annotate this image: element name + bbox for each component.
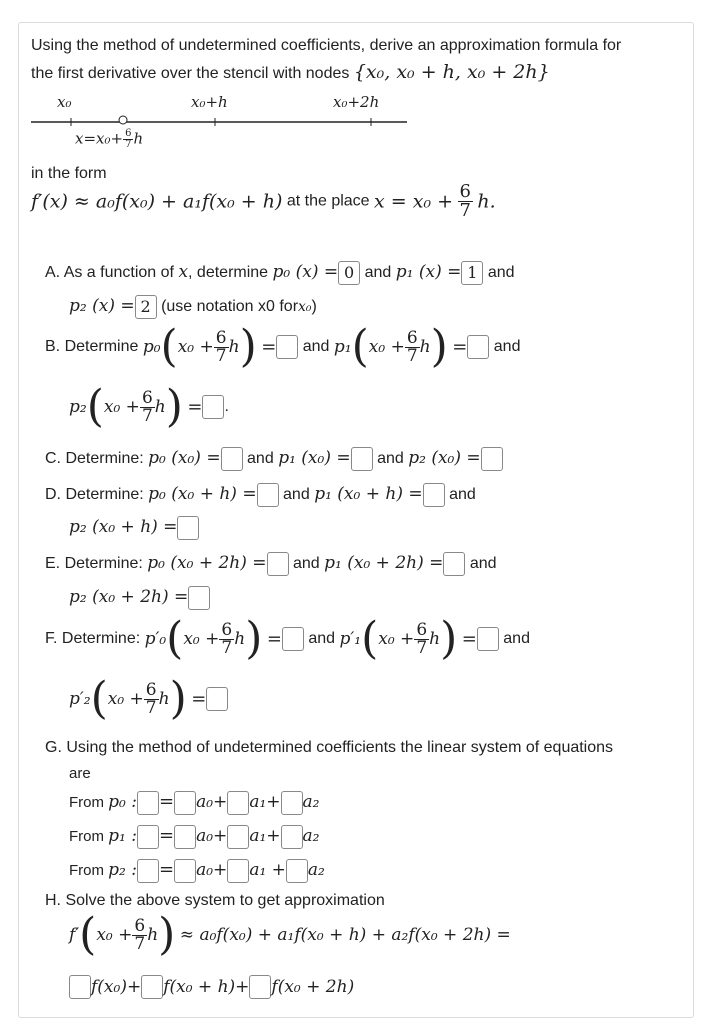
- e-p2-answer-input[interactable]: [188, 586, 210, 610]
- e-p0: p₀ (x₀ + 2h) =: [147, 553, 267, 574]
- x0-plus: x₀ +: [183, 629, 220, 649]
- paren: ): [239, 321, 257, 372]
- intro-line-1: Using the method of undetermined coefficients, derive an approximation formula for: [31, 37, 622, 54]
- a0-term: a₀+: [196, 860, 228, 880]
- paren: (: [90, 673, 108, 724]
- g-row-label: From: [69, 828, 104, 845]
- h: h: [228, 337, 240, 357]
- g-row-poly: p₂ :: [108, 860, 138, 880]
- g-row-label: From: [69, 862, 104, 879]
- stencil-axis: [29, 115, 409, 129]
- a2-term: a₂: [302, 826, 320, 846]
- a2-term: a₂: [302, 792, 320, 812]
- h-term-2: f(x₀ + h)+: [163, 977, 250, 997]
- h-term-3: f(x₀ + 2h): [271, 977, 355, 997]
- part-a-text2: , determine: [188, 264, 269, 282]
- e-p0-answer-input[interactable]: [267, 552, 289, 576]
- b-p2-answer-input[interactable]: [202, 395, 224, 419]
- part-c: [45, 447, 503, 471]
- nodes-math: {x₀, x₀ + h, x₀ + 2h}: [353, 61, 550, 83]
- g-p0-a1-coef-input[interactable]: [227, 791, 249, 815]
- part-f-text: Determine:: [61, 630, 141, 647]
- paren: ): [165, 381, 183, 432]
- a1-term: a₁ +: [249, 860, 286, 880]
- part-b-line-2: [69, 381, 229, 432]
- and-text: and: [503, 630, 530, 647]
- formula-place: x = x₀ +: [374, 190, 454, 213]
- part-a-var: x: [178, 262, 189, 283]
- paren: (: [166, 613, 184, 664]
- h-rhs: ≈ a₀f(x₀) + a₁f(x₀ + h) + a₂f(x₀ + 2h) =: [179, 925, 511, 945]
- x0-plus: x₀ +: [368, 337, 405, 357]
- formula-place-post: h.: [477, 190, 496, 213]
- c-p0-answer-input[interactable]: [221, 447, 243, 471]
- g-p1-a2-coef-input[interactable]: [281, 825, 303, 849]
- b-p1-answer-input[interactable]: [467, 335, 489, 359]
- h: h: [429, 629, 441, 649]
- equals: =: [187, 396, 203, 418]
- part-e-line-1: [45, 552, 497, 576]
- a1-term: a₁+: [249, 792, 281, 812]
- seven: 7: [141, 405, 153, 426]
- equals: =: [159, 825, 175, 846]
- target-formula: [31, 183, 496, 220]
- part-f-line-1: [45, 613, 530, 664]
- intro-line-2: [31, 61, 550, 83]
- and-text: and: [292, 555, 320, 573]
- f-p1prime: p′₁: [339, 629, 362, 649]
- part-a-text1: As a function of: [63, 264, 174, 282]
- seven: 7: [215, 345, 227, 366]
- part-f-line-2: [69, 673, 228, 724]
- g-p0-a0-coef-input[interactable]: [174, 791, 196, 815]
- d-p1: p₁ (x₀ + h) =: [314, 484, 423, 505]
- seven: 7: [406, 345, 418, 366]
- p0-answer-input[interactable]: 0: [338, 261, 360, 285]
- stencil-frac-den: 7: [125, 139, 132, 150]
- stencil-point-pre: x=x₀+: [75, 129, 124, 148]
- part-f-letter: F.: [45, 630, 58, 647]
- e-p2: p₂ (x₀ + 2h) =: [69, 587, 189, 608]
- paren: (: [351, 321, 369, 372]
- equals: =: [191, 688, 207, 710]
- c-p0: p₀ (x₀) =: [148, 448, 221, 469]
- paren: ): [245, 613, 263, 664]
- and-text: and: [247, 450, 274, 468]
- part-g-line-1: [45, 739, 613, 757]
- b-p2: p₂: [69, 397, 87, 417]
- in-the-form: in the form: [31, 165, 107, 182]
- x0-plus: x₀ +: [378, 629, 415, 649]
- part-d-line-1: [45, 483, 476, 507]
- paren: ): [158, 909, 176, 960]
- h-fprime: f′: [69, 925, 80, 945]
- f-p2prime: p′₂: [69, 689, 91, 709]
- d-p0: p₀ (x₀ + h) =: [148, 484, 257, 505]
- part-a-note-math: x₀: [298, 299, 312, 316]
- at-the-place: at the place: [286, 192, 370, 210]
- g-p0-lhs-input[interactable]: [137, 791, 159, 815]
- six: 6: [215, 327, 227, 348]
- h: h: [158, 689, 170, 709]
- x0-plus: x₀ +: [177, 337, 214, 357]
- stencil-label-x0h: x₀+h: [191, 93, 228, 111]
- d-p2-answer-input[interactable]: [177, 516, 199, 540]
- and-text: and: [308, 630, 336, 647]
- part-a-note: (use notation x0 for: [161, 298, 299, 316]
- part-a-p1: p₁ (x) =: [395, 262, 462, 283]
- intro-line-2-text: the first derivative over the stencil with nodes: [31, 65, 350, 82]
- paren: ): [440, 613, 458, 664]
- part-d-text: Determine:: [65, 486, 144, 504]
- part-e-text: Determine:: [64, 555, 143, 573]
- g-p0-a2-coef-input[interactable]: [281, 791, 303, 815]
- d-p1-answer-input[interactable]: [423, 483, 445, 507]
- c-p2-answer-input[interactable]: [481, 447, 503, 471]
- h: h: [419, 337, 431, 357]
- g-p2-a1-coef-input[interactable]: [227, 859, 249, 883]
- and-text: and: [302, 338, 330, 355]
- part-b-line-1: [45, 321, 521, 372]
- part-h-text: Solve the above system to get approximation: [65, 892, 385, 909]
- g-row-label: From: [69, 794, 104, 811]
- h-coef-f2-input[interactable]: [249, 975, 271, 999]
- g-row-p0: [69, 791, 319, 815]
- six: 6: [145, 679, 157, 700]
- part-a-p0: p₀ (x) =: [272, 262, 339, 283]
- and-text: and: [377, 450, 404, 468]
- g-row-poly: p₁ :: [108, 826, 138, 846]
- h: h: [147, 925, 159, 945]
- paren: (: [361, 613, 379, 664]
- and-text: and: [469, 555, 497, 573]
- seven: 7: [221, 637, 233, 658]
- stencil-label-x02h: x₀+2h: [333, 93, 380, 111]
- b-p0: p₀: [142, 337, 161, 357]
- part-g-letter: G.: [45, 739, 62, 756]
- part-h-line-1: [45, 892, 385, 910]
- e-p1: p₁ (x₀ + 2h) =: [324, 553, 444, 574]
- f-p0prime: p′₀: [144, 629, 167, 649]
- g-p1-lhs-input[interactable]: [137, 825, 159, 849]
- part-e-line-2: [69, 586, 210, 610]
- g-p2-a2-coef-input[interactable]: [286, 859, 308, 883]
- f-p1prime-answer-input[interactable]: [477, 627, 499, 651]
- b-p0-answer-input[interactable]: [276, 335, 298, 359]
- equals: =: [266, 628, 282, 650]
- part-g-text: Using the method of undetermined coefficients the linear system of equations: [66, 739, 614, 756]
- g-p1-a0-coef-input[interactable]: [174, 825, 196, 849]
- formula-den: 7: [459, 200, 471, 221]
- paren: (: [86, 381, 104, 432]
- seven: 7: [145, 697, 157, 718]
- a1-term: a₁+: [249, 826, 281, 846]
- equals: =: [261, 336, 277, 358]
- h-coef-f1-input[interactable]: [141, 975, 163, 999]
- equals: =: [159, 791, 175, 812]
- c-p1: p₁ (x₀) =: [278, 448, 351, 469]
- g-p1-a1-coef-input[interactable]: [227, 825, 249, 849]
- p1-answer-input[interactable]: 1: [461, 261, 483, 285]
- x0-plus: x₀ +: [96, 925, 133, 945]
- part-e-letter: E.: [45, 555, 61, 573]
- part-c-text: Determine:: [65, 450, 144, 468]
- seven: 7: [134, 933, 146, 954]
- and-text: and: [487, 264, 515, 282]
- part-b-text: Determine: [64, 338, 139, 355]
- equals: =: [452, 336, 468, 358]
- b-p1: p₁: [333, 337, 352, 357]
- part-h-answer-line: [69, 975, 354, 999]
- and-text: and: [449, 486, 476, 504]
- x0-plus: x₀ +: [103, 397, 140, 417]
- and-text: and: [493, 338, 521, 355]
- six: 6: [141, 387, 153, 408]
- g-p2-a0-coef-input[interactable]: [174, 859, 196, 883]
- seven: 7: [416, 637, 428, 658]
- h: h: [234, 629, 246, 649]
- part-h-letter: H.: [45, 892, 61, 909]
- part-d-line-2: [69, 516, 199, 540]
- part-a-line-2: [69, 295, 317, 319]
- and-text: and: [283, 486, 310, 504]
- x0-plus: x₀ +: [107, 689, 144, 709]
- e-p1-answer-input[interactable]: [443, 552, 465, 576]
- stencil-point-post: h: [133, 129, 144, 148]
- a0-term: a₀+: [196, 826, 228, 846]
- paren: ): [169, 673, 187, 724]
- period: .: [224, 398, 229, 415]
- part-a-letter: A.: [45, 264, 61, 282]
- h: h: [154, 397, 166, 417]
- part-d-letter: D.: [45, 486, 61, 504]
- paren: (: [79, 909, 97, 960]
- six: 6: [416, 619, 428, 640]
- g-row-poly: p₀ :: [108, 792, 138, 812]
- f-p0prime-answer-input[interactable]: [282, 627, 304, 651]
- part-b-letter: B.: [45, 338, 61, 355]
- part-c-letter: C.: [45, 450, 61, 468]
- g-row-p2: [69, 859, 325, 883]
- h-coef-f0-input[interactable]: [69, 975, 91, 999]
- formula-num: 6: [459, 181, 471, 202]
- formula-lhs: f′(x) ≈ a₀f(x₀) + a₁f(x₀ + h): [31, 190, 283, 213]
- part-a-p2: p₂ (x) =: [69, 296, 135, 317]
- stencil-point-label: [75, 129, 143, 150]
- equals: =: [461, 628, 477, 650]
- c-p1-answer-input[interactable]: [351, 447, 373, 471]
- part-h-formula: [69, 909, 511, 960]
- a2-term: a₂: [307, 860, 325, 880]
- c-p2: p₂ (x₀) =: [408, 448, 481, 469]
- problem-card: [18, 22, 694, 1018]
- g-row-p1: [69, 825, 319, 849]
- stencil-label-x0: x₀: [57, 93, 72, 111]
- part-g-line-2: are: [69, 765, 91, 782]
- paren: ): [430, 321, 448, 372]
- and-text: and: [364, 264, 392, 282]
- six: 6: [406, 327, 418, 348]
- d-p0-answer-input[interactable]: [257, 483, 279, 507]
- a0-term: a₀+: [196, 792, 228, 812]
- six: 6: [221, 619, 233, 640]
- d-p2: p₂ (x₀ + h) =: [69, 517, 178, 538]
- h-term-1: f(x₀)+: [91, 977, 142, 997]
- equals: =: [159, 859, 175, 880]
- part-a-line-1: [45, 261, 515, 285]
- p2-answer-input[interactable]: 2: [135, 295, 157, 319]
- part-a-note-post: ): [311, 298, 317, 316]
- g-p2-lhs-input[interactable]: [137, 859, 159, 883]
- f-p2prime-answer-input[interactable]: [206, 687, 228, 711]
- six: 6: [134, 915, 146, 936]
- stencil-frac-num: 6: [125, 128, 132, 139]
- paren: (: [160, 321, 178, 372]
